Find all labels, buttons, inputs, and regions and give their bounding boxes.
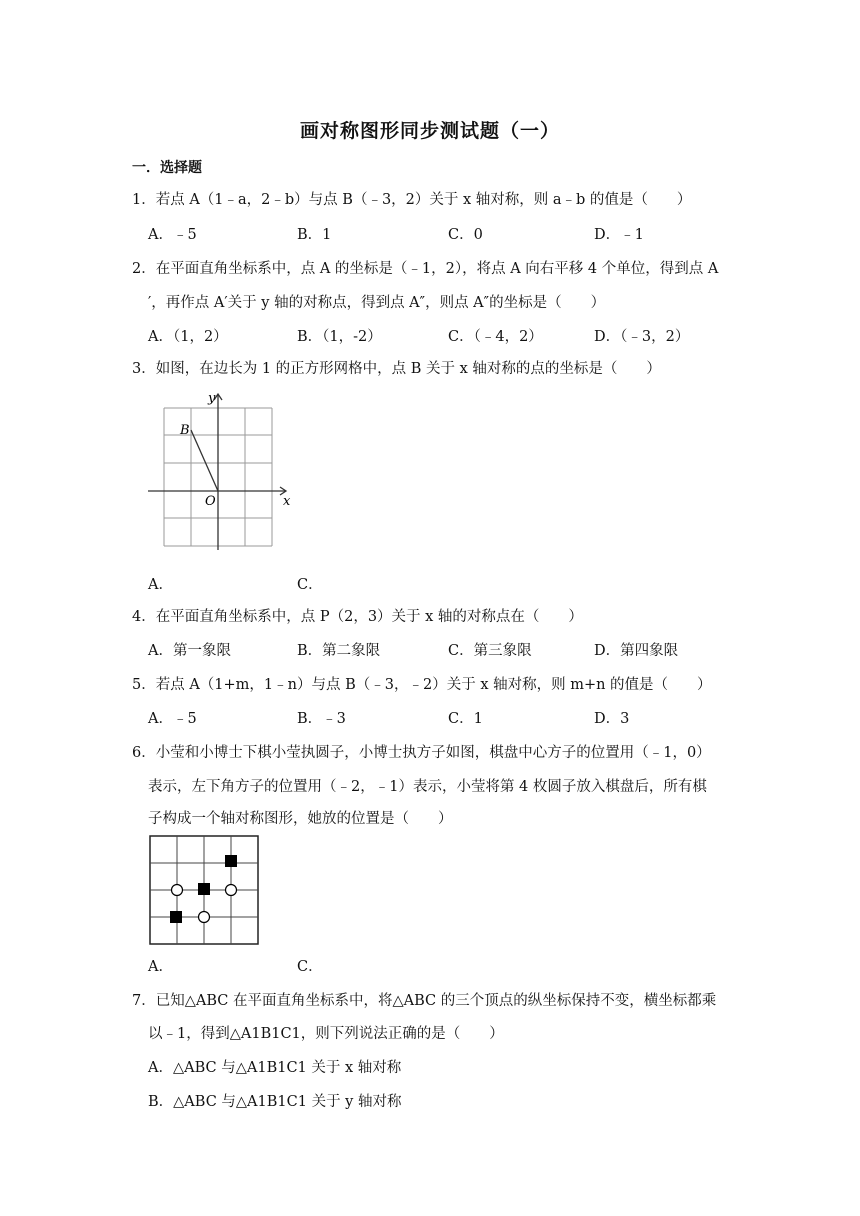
- question-5-option-b: B．﹣3: [297, 711, 346, 727]
- y-axis-label: y: [208, 391, 216, 406]
- question-1-option-a: A．﹣5: [148, 227, 197, 243]
- question-6-text-line-1: 6．小莹和小博士下棋小莹执圆子，小博士执方子如图，棋盘中心方子的位置用（﹣1，0）: [132, 745, 711, 761]
- question-1-option-b: B．1: [297, 227, 332, 243]
- square-piece: [198, 883, 210, 895]
- question-6-text-line-2: 表示，左下角方子的位置用（﹣2，﹣1）表示，小莹将第 4 枚圆子放入棋盘后，所有棋: [148, 779, 707, 795]
- axes: [148, 394, 286, 550]
- round-piece: [199, 912, 210, 923]
- question-1-option-d: D．﹣1: [594, 227, 644, 243]
- question-6-text-line-3: 子构成一个轴对称图形，她放的位置是（ ）: [148, 811, 453, 827]
- question-1-option-c: C．0: [448, 227, 483, 243]
- question-2-text-line-1: 2．在平面直角坐标系中，点 A 的坐标是（﹣1，2），将点 A 向右平移 4 个单位，得到点 A: [132, 261, 719, 277]
- question-2-option-a: A．（1，2）: [148, 329, 228, 345]
- question-4-option-d: D．第四象限: [594, 643, 679, 659]
- x-axis-label: x: [283, 494, 291, 509]
- question-4-option-a: A．第一象限: [148, 643, 231, 659]
- round-piece: [226, 885, 237, 896]
- page-title: 画对称图形同步测试题（一）: [299, 120, 560, 142]
- round-piece: [172, 885, 183, 896]
- question-6-option-c: C．: [297, 959, 323, 975]
- question-3-text: 3．如图，在边长为 1 的正方形网格中，点 B 关于 x 轴对称的点的坐标是（ ）: [132, 361, 661, 377]
- square-piece: [170, 911, 182, 923]
- question-2-option-b: B．（1，-2）: [297, 329, 382, 345]
- question-3-option-c: C．: [297, 577, 323, 593]
- question-5-option-c: C．1: [448, 711, 483, 727]
- question-5-text: 5．若点 A（1+m，1﹣n）与点 B（﹣3，﹣2）关于 x 轴对称，则 m+n 的值是（ ）: [132, 677, 712, 693]
- question-7-option-a: A．△ABC 与△A1B1C1 关于 x 轴对称: [148, 1060, 402, 1076]
- square-piece: [225, 855, 237, 867]
- question-5-option-a: A．﹣5: [148, 711, 197, 727]
- question-2-option-d: D．（﹣3，2）: [594, 329, 690, 345]
- question-7-text-line-2: 以﹣1，得到△A1B1C1，则下列说法正确的是（ ）: [148, 1026, 504, 1042]
- origin-label: O: [205, 494, 216, 509]
- question-4-option-c: C．第三象限: [448, 643, 532, 659]
- question-6-option-a: A．: [148, 959, 173, 975]
- chess-board-figure: [148, 834, 262, 948]
- question-7-text-line-1: 7．已知△ABC 在平面直角坐标系中，将△ABC 的三个顶点的纵坐标保持不变，横坐标都乘: [132, 993, 717, 1009]
- question-7-option-b: B．△ABC 与△A1B1C1 关于 y 轴对称: [148, 1094, 402, 1110]
- question-5-option-d: D．3: [594, 711, 630, 727]
- question-2-text-line-2: ′，再作点 A′关于 y 轴的对称点，得到点 A″，则点 A″的坐标是（ ）: [148, 295, 606, 311]
- section-heading: 一．选择题: [132, 160, 202, 176]
- coordinate-grid-figure: [146, 388, 296, 556]
- question-3-option-a: A．: [148, 577, 173, 593]
- question-4-text: 4．在平面直角坐标系中，点 P（2，3）关于 x 轴的对称点在（ ）: [132, 609, 583, 625]
- question-2-option-c: C．（﹣4，2）: [448, 329, 543, 345]
- point-b-label: B: [180, 423, 190, 438]
- question-4-option-b: B．第二象限: [297, 643, 381, 659]
- question-1-text: 1．若点 A（1﹣a，2﹣b）与点 B（﹣3，2）关于 x 轴对称，则 a﹣b 的值是（ ）: [132, 192, 692, 208]
